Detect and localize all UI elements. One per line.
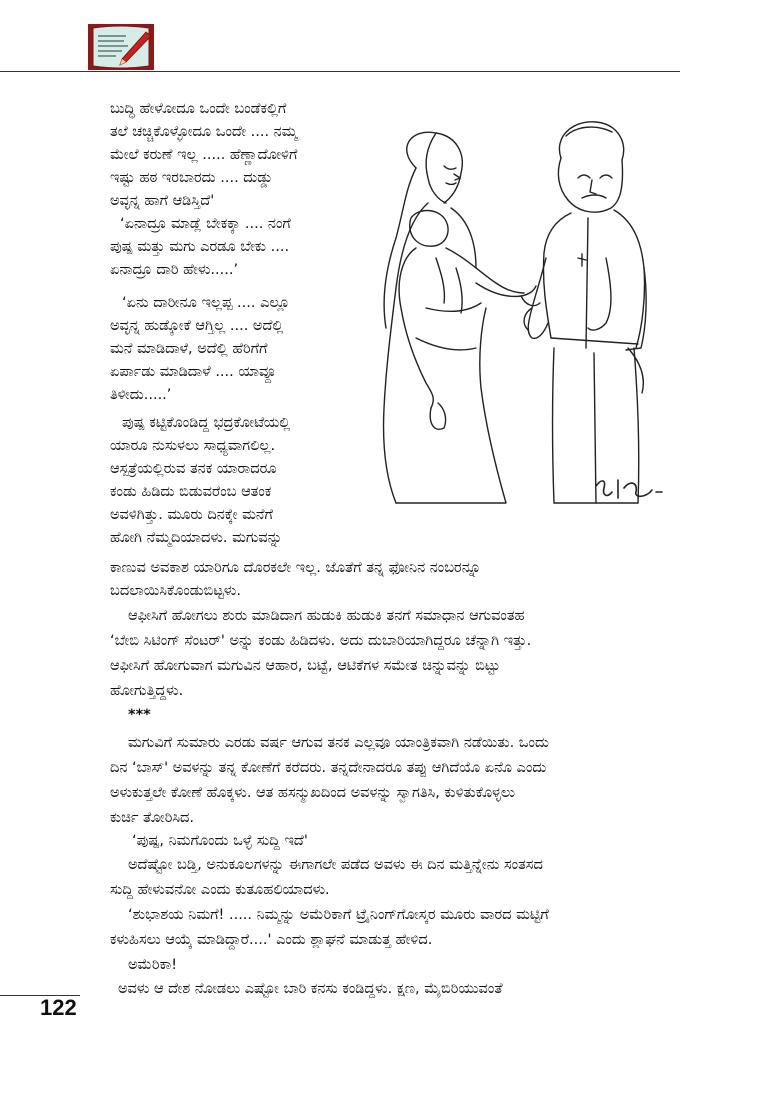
text-line: ಆಫೀಸಿಗೆ ಹೋಗುವಾಗ ಮಗುವಿನ ಆಹಾರ, ಬಟ್ಟೆ, ಆಟಿಕೆಗಳ ಸಮೇತ ಚಿನ್ನುವನ್ನು ಬಿಟ್ಟು <box>110 658 501 674</box>
page-number: 122 <box>40 995 77 1020</box>
text-line: ಮನೆ ಮಾಡಿದಾಳೆ, ಅದೆಲ್ಲಿ ಹೆರಿಗೆಗೆ <box>110 341 268 357</box>
text-line: ಕಳುಹಿಸಲು ಆಯ್ಕೆ ಮಾಡಿದ್ದಾರೆ....' ಎಂದು ಶ್ಲಾಘನೆ ಮಾಡುತ್ತ ಹೇಳಿದ. <box>110 932 433 948</box>
text-line: ‘ಶುಭಾಶಯ ನಿಮಗೆ! ..... ನಿಮ್ಮನ್ನು ಅಮೆರಿಕಾಗೆ ಟ್ರೈನಿಂಗ್‌ಗೋಸ್ಕರ ಮೂರು ವಾರದ ಮಟ್ಟಿಗೆ <box>128 907 549 923</box>
text-line: ಕಾಣುವ ಅವಕಾಶ ಯಾರಿಗೂ ದೊರಕಲೇ ಇಲ್ಲ. ಜೊತೆಗೆ ತನ್ನ ಫೋನಿನ ನಂಬರನ್ನೂ <box>110 560 481 576</box>
text-line: ಯಾರೂ ನುಸುಳಲು ಸಾಧ್ಯವಾಗಲಿಲ್ಲ. <box>110 438 276 454</box>
text-line: ಅವಳಿಗಿತ್ತು. ಮೂರು ದಿನಕ್ಕೇ ಮನೆಗೆ <box>110 507 273 523</box>
text-line: ‘ಪುಷ್ಪ, ನಿಮಗೊಂದು ಒಳ್ಳೆ ಸುದ್ದಿ ಇದೆ' <box>132 833 308 849</box>
text-line: ಆಫೀಸಿಗೆ ಹೋಗಲು ಶುರು ಮಾಡಿದಾಗ ಹುಡುಕಿ ಹುಡುಕಿ ತನಗೆ ಸಮಾಧಾನ ಆಗುವಂತಹ <box>128 608 525 624</box>
text-line: ಮೇಲೆ ಕರುಣೆ ಇಲ್ಲ ..... ಹೆಣ್ಣಾದೋಳಿಗೆ <box>110 147 298 163</box>
text-line: ಬುದ್ಧಿ ಹೇಳೋದೂ ಒಂದೇ ಬಂಡೆಕಲ್ಲಿಗೆ <box>110 101 287 117</box>
pen-and-paper-icon <box>86 22 156 72</box>
text-line: ಆಸ್ಪತ್ರೆಯಲ್ಲಿರುವ ತನಕ ಯಾರಾದರೂ <box>110 461 277 477</box>
text-line: ‘ಬೇಬಿ ಸಿಟಿಂಗ್ ಸೆಂಟರ್' ಅನ್ನು ಕಂಡು ಹಿಡಿದಳು. ಅದು ದುಬಾರಿಯಾಗಿದ್ದರೂ ಚೆನ್ನಾಗಿ ಇತ್ತು. <box>110 633 532 649</box>
text-line: ‘ಏನಾದ್ರೂ ಮಾಡ್ಲೆ ಬೇಕಕ್ಕಾ .... ನಂಗೆ <box>120 216 291 232</box>
text-line: ಅವಳು ಆ ದೇಶ ನೋಡಲು ಎಷ್ಟೋ ಬಾರಿ ಕನಸು ಕಂಡಿದ್ದಳು. ಕ್ಷಣ, ಮೈಬಿರಿಯುವಂತೆ <box>118 981 503 997</box>
text-line: ದಿನ ‘ಬಾಸ್' ಅವಳನ್ನು ತನ್ನ ಕೋಣೆಗೆ ಕರೆದರು. ತನ್ನದೇನಾದರೂ ತಪ್ಪು ಆಗಿದೆಯೊ ಏನೊ ಎಂದು <box>110 760 547 776</box>
couple-with-baby-illustration <box>356 108 672 512</box>
text-line: ಅಮೆರಿಕಾ! <box>128 957 178 973</box>
text-line: ಅಳುಕುತ್ತಲೇ ಕೋಣೆ ಹೊಕ್ಕಳು. ಆತ ಹಸನ್ಮುಖದಿಂದ ಅವಳನ್ನು ಸ್ವಾಗತಿಸಿ, ಕುಳಿತುಕೊಳ್ಳಲು <box>110 785 515 801</box>
text-line: ಏನಾದ್ರೂ ದಾರಿ ಹೇಳು.....’ <box>110 262 239 278</box>
text-line: ಪುಷ್ಪ ಮತ್ತು ಮಗು ಎರಡೂ ಬೇಕು .... <box>110 239 290 255</box>
text-line: ಸುದ್ದಿ ಹೇಳುವನೋ ಎಂದು ಕುತೂಹಲಿಯಾದಳು. <box>110 882 330 898</box>
text-line: ಹೋಗಿ ನೆಮ್ಮದಿಯಾದಳು. ಮಗುವನ್ನು <box>110 530 283 546</box>
text-line: ಇಷ್ಟು ಹಠ ಇರಬಾರದು .... ದುಡ್ಡು <box>110 170 273 186</box>
text-line: ‘ಏನು ದಾರೀನೂ ಇಲ್ಲಪ್ಪ .... ಎಲ್ಲೂ <box>122 295 290 311</box>
text-line: ಪುಷ್ಪ ಕಟ್ಟಿಕೊಂಡಿದ್ದ ಭದ್ರಕೋಟೆಯಲ್ಲಿ <box>122 415 291 431</box>
text-line: ಹೋಗುತ್ತಿದ್ದಳು. <box>110 683 184 699</box>
text-line: ಬದಲಾಯಿಸಿಕೊಂಡುಬಿಟ್ಟಳು. <box>110 583 241 599</box>
text-line: ಮಗುವಿಗೆ ಸುಮಾರು ಎರಡು ವರ್ಷ ಆಗುವ ತನಕ ಎಲ್ಲವೂ ಯಾಂತ್ರಿಕವಾಗಿ ನಡೆಯಿತು. ಒಂದು <box>128 735 549 751</box>
section-break: *** <box>128 707 151 723</box>
text-line: ಕಂಡು ಹಿಡಿದು ಬಿಡುವರೆಂಬ ಆತಂಕ <box>110 484 272 500</box>
text-line: ತಿಳೀದು.....’ <box>110 387 172 403</box>
header-rule <box>0 71 680 72</box>
text-line: ತಲೆ ಚಚ್ಚಿಕೊಳ್ಳೋದೂ ಒಂದೇ .... ನಮ್ಮ <box>110 124 298 140</box>
text-line: ಏರ್ಪಾಡು ಮಾಡಿದಾಳೆ .... ಯಾವ್ದೂ <box>110 364 276 380</box>
text-line: ಕುರ್ಚಿ ತೋರಿಸಿದ. <box>110 810 195 826</box>
text-line: ಅವ್ಳನ್ನ ಹುಡ್ಕೋಕೆ ಆಗ್ತಿಲ್ಲ .... ಅದೆಲ್ಲಿ <box>110 318 284 334</box>
text-line: ಅದೆಷ್ಟೋ ಬಡ್ತಿ, ಅನುಕೂಲಗಳನ್ನು ಈಗಾಗಲೇ ಪಡೆದ ಅವಳು ಈ ದಿನ ಮತ್ತಿನ್ನೇನು ಸಂತಸದ <box>128 857 543 873</box>
text-line: ಅವ್ಳನ್ನ ಹಾಗೆ ಆಡಿಸ್ತಿದೆ' <box>110 193 215 209</box>
